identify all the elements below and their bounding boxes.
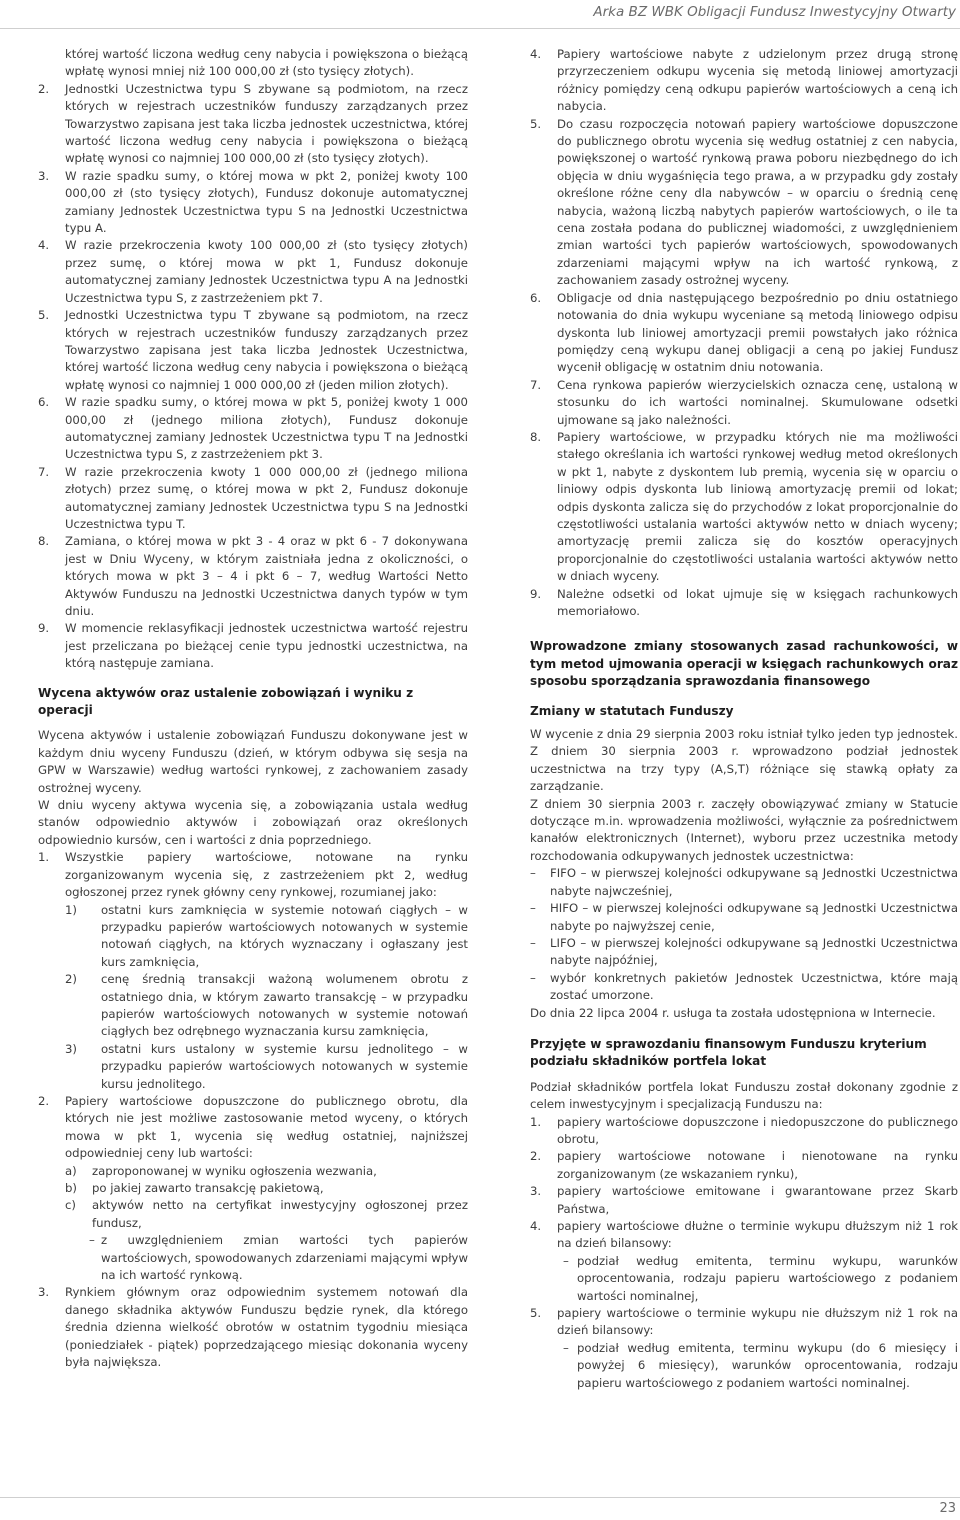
list-item: 3. papiery wartościowe emitowane i gwarantowane przez Skarb Państwa, xyxy=(530,1184,958,1216)
dash-paragraph: – podział według emitenta, terminu wykupu (do 6 miesięcy i powyżej 6 miesięcy), warunków oprocentowania, rodzaju papieru wartościowego z podaniem wartości nominalnej. xyxy=(563,1340,958,1390)
list-item: 2. papiery wartościowe notowane i nienotowane na rynku zorganizowanym (ze wskazaniem rynku), xyxy=(530,1149,958,1181)
list-item: 5. Do czasu rozpoczęcia notowań papiery wartościowe dopuszczone do publicznego obrotu wycenia się według ostatniej z cen nabycia, powiększonej o wartość rynkową prawa poboru niezbędnego do ich objęcia w dniu wygaśnięcia tego prawa, a w przypadku gdy zostały określone różne ceny dla nabywców – w oparciu o średnią cenę nabycia, ważoną liczbą nabytych papierów wartościowych, o ile ta cena została podana do publicznej wiadomości, z uwzględnieniem zmian wartości tych papierów wartościowych, spowodowanych zdarzeniami mającymi wpływ na ich wartość rynkową, z zachowaniem zasady ostrożnej wyceny. xyxy=(530,116,958,288)
list-item: 6. W razie spadku sumy, o której mowa w pkt 5, poniżej kwoty 1 000 000,00 zł (jednego miliona złotych), Fundusz dokonuje automatycznej zamiany Jednostek Uczestnictwa typu T na Jednostki Uczestnictwa typu S, z zastrzeżeniem pkt 3. xyxy=(38,395,468,462)
continuation-paragraph: której wartość liczona według ceny nabycia i powiększona o bieżącą wpłatę wynosi mniej niż 100 000,00 zł (sto tysięcy złotych). xyxy=(65,47,468,79)
criterion-paragraph: Podział składników portfela lokat Funduszu został dokonany zgodnie z celem inwestycyjnym i specjalizacją Funduszu na: xyxy=(530,1079,958,1112)
valuation-paragraph: W dniu wyceny aktywa wycenia się, a zobowiązania ustala według stanów odpowiednio aktywów i zobowiązań oraz określonych odpowiednio kursów, cen i wartości z dnia poprzedniego. xyxy=(38,798,468,847)
changes-heading: Wprowadzone zmiany stosowanych zasad rachunkowości, w tym metod ujmowania operacji w księgach rachunkowych oraz sposobu sporządzania sprawozdania finansowego xyxy=(530,639,958,689)
list-item: 4. W razie przekroczenia kwoty 100 000,00 zł (sto tysięcy złotych) przez sumę, o której mowa w pkt 1, Fundusz dokonuje automatycznej zamiany Jednostek Uczestnictwa typu A na Jednostki Uczestnictwa typu S, z zastrzeżeniem pkt 7. xyxy=(38,238,468,305)
sub-list-item: c) aktywów netto na certyfikat inwestycyjny ogłoszonej przez fundusz, xyxy=(65,1198,468,1230)
list-item: 4. papiery wartościowe dłużne o terminie wykupu dłuższym niż 1 rok na dzień bilansowy: – podział według emitenta, terminu wykupu, warunków oprocentowania, rodzaju papieru wartościowego z podaniem wartości nominalnej, xyxy=(530,1218,958,1305)
dash-paragraph: – z uwzględnieniem zmian wartości tych papierów wartościowych, spowodowanych zdarzeniami mającymi wpływ na ich wartość rynkową. xyxy=(89,1233,468,1283)
list-item: 8. Papiery wartościowe, w przypadku których nie ma możliwości stałego określania ich wartości rynkowej według metod określonych w pkt 1, nabyte z dyskontem lub premią, wycenia się w oparciu o liniowy odpis dyskonta lub liniową amortyzację premii od lokat; odpis dyskonta zalicza się do przychodów z lokat proporcjonalnie do częstotliwości ustalania wartości aktywów netto w dniach wyceny; amortyzację premii zalicza się do kosztów operacyjnych proporcjonalnie do częstotliwości ustalania wartości aktywów netto w dniach wyceny. xyxy=(530,429,958,584)
list-item: 5. papiery wartościowe o terminie wykupu nie dłuższym niż 1 rok na dzień bilansowy: – podział według emitenta, terminu wykupu (do 6 miesięcy i powyżej 6 miesięcy), warunków oprocentowania, rodzaju papieru wartościowego z podaniem wartości nominalnej. xyxy=(530,1305,958,1392)
list-item: 7. Cena rynkowa papierów wierzycielskich oznacza cenę, ustaloną w stosunku do ich wartości nominalnej. Skumulowane odsetki ujmowane są jako należności. xyxy=(530,377,958,427)
list-item: 9. Należne odsetki od lokat ujmuje się w księgach rachunkowych memoriałowo. xyxy=(530,586,958,618)
list-item: – HIFO – w pierwszej kolejności odkupywane są Jednostki Uczestnictwa nabyte po najwyższej cenie, xyxy=(530,901,958,933)
redemption-methods-list xyxy=(530,865,958,1004)
left-column xyxy=(38,46,468,1371)
dash-glyph: – xyxy=(530,970,536,985)
criterion-heading: Przyjęte w sprawozdaniu finansowym Funduszu kryterium podziału składników portfela lokat xyxy=(530,1036,927,1069)
valuation-paragraph: Wycena aktywów i ustalenie zobowiązań Funduszu dokonywane jest w każdym dniu wyceny Funduszu (dzień, w którym odbywa się sesja na GPW w Warszawie) według wartości rynkowej, z zachowaniem zasady ostrożnej wyceny. xyxy=(38,728,468,795)
sub-list xyxy=(65,1163,468,1233)
share-units-list xyxy=(38,81,468,673)
list-item: – wybór konkretnych pakietów Jednostek Uczestnictwa, które mają zostać umorzone. xyxy=(530,970,958,1003)
list-item: 1. Wszystkie papiery wartościowe, notowane na rynku zorganizowanym wycenia się, z zastrzeżeniem pkt 2, według ogłoszonej przez rynek główny ceny rynkowej, rozumianej jako: 1) ostatni kurs zamknięcia w systemie notowań ciągłych – w przypadku papierów wartościowych notowanych w systemie notowań ciągłych, na których wyznaczany i ogłaszany jest kurs zamknięcia, 2) cenę średnią transakcji ważoną wolumenem obrotu z ostatniego dnia, w którym zawarto transakcję – w przypadku papierów wartościowych notowanych w systemie notowań ciągłych bez odrębnego wyznaczania kursu zamknięcia, 3) ostatni kurs ustalony w systemie kursu jednolitego – w przypadku papierów wartościowych notowanych w systemie kursu jednolitego. xyxy=(38,849,468,1093)
dash-glyph: – xyxy=(530,866,536,881)
header-rule xyxy=(0,28,960,29)
list-item: 9. W momencie reklasyfikacji jednostek uczestnictwa wartość rejestru jest przeliczana po bieżącej cenie typu jednostki uczestnictwa, na którą następuje zamiana. xyxy=(38,621,468,671)
list-item: 7. W razie przekroczenia kwoty 1 000 000,00 zł (jednego miliona złotych) przez sumę, o której mowa w pkt 2, Fundusz dokonuje automatycznej zamiany Jednostek Uczestnictwa typu S na Jednostki Uczestnictwa typu T. xyxy=(38,464,468,531)
valuation-list-continued xyxy=(530,46,958,620)
list-item: 1. papiery wartościowe dopuszczone i niedopuszczone do publicznego obrotu, xyxy=(530,1114,958,1146)
list-item: 3. Rynkiem głównym oraz odpowiednim systemem notowań dla danego składnika aktywów Funduszu będzie rynek, dla którego średnia dzienna wielkość obrotów w ostatnim tygodniu miesiąca (poniedziałek - piątek) poprzedzającego miesiąc dokonania wyceny była największa. xyxy=(38,1285,468,1370)
statute-paragraph: Do dnia 22 lipca 2004 r. usługa ta została udostępniona w Internecie. xyxy=(530,1005,936,1020)
statute-heading: Zmiany w statutach Funduszy xyxy=(530,703,734,718)
statute-paragraph: W wycenie z dnia 29 sierpnia 2003 roku istniał tylko jeden typ jednostek. Z dniem 30 sierpnia 2003 r. wprowadzono podział jednostek uczestnictwa na trzy typy (A,S,T) różniące się stawką opłaty za zarządzanie. xyxy=(530,727,958,794)
list-item: 4. Papiery wartościowe nabyte z udzielonym przez drugą stronę przyrzeczeniem odkupu wycenia się metodą liniowej amortyzacji różnicy pomiędzy ceną odkupu papierów wartościowych a ceną ich nabycia. xyxy=(530,47,958,114)
valuation-list xyxy=(38,849,468,1371)
list-item: 2. Jednostki Uczestnictwa typu S zbywane są podmiotom, na rzecz których w rejestrach uczestników funduszy zarządzanych przez Towarzystwo zapisana jest taka liczba jednostek uczestnictwa, której wartość liczona według ceny nabycia i powiększona o bieżącą wpłatę wynosi co najmniej 100 000,00 zł (sto tysięcy złotych). xyxy=(38,81,468,166)
list-item: 5. Jednostki Uczestnictwa typu T zbywane są podmiotom, na rzecz których w rejestrach uczestników funduszy zarządzanych przez Towarzystwo zapisana jest taka liczba Jednostek Uczestnictwa, której wartość liczona według ceny nabycia i powiększona o bieżącą wpłatę wynosi co najmniej 1 000 000,00 zł (jeden milion złotych). xyxy=(38,308,468,392)
valuation-heading: Wycena aktywów oraz ustalenie zobowiązań i wyniku z operacji xyxy=(38,685,414,718)
page-number: 23 xyxy=(939,1501,956,1516)
dash-glyph: – xyxy=(530,901,536,916)
list-item: – LIFO – w pierwszej kolejności odkupywane są Jednostki Uczestnictwa nabyte najpóźniej, xyxy=(530,935,958,968)
footer-rule xyxy=(0,1497,960,1498)
right-column xyxy=(530,46,958,1392)
sub-list-item: b) po jakiej zawarto transakcję pakietową, xyxy=(65,1181,324,1195)
list-item: – FIFO – w pierwszej kolejności odkupywane są Jednostki Uczestnictwa nabyte najwcześniej, xyxy=(530,866,958,898)
sub-list xyxy=(65,902,468,1093)
statute-paragraph: Z dniem 30 sierpnia 2003 r. zaczęły obowiązywać zmiany w Statucie dotyczące m.in. wprowadzenia możliwości, wyłącznie za pośrednictwem kanałów elektronicznych (Internet), wyboru przez uczestnika metody rozchodowania odkupywanych jednostek uczestnictwa: xyxy=(530,796,958,863)
list-item: 3. W razie spadku sumy, o której mowa w pkt 2, poniżej kwoty 100 000,00 zł (sto tysięcy złotych), Fundusz dokonuje automatycznej zamiany Jednostek Uczestnictwa typu S na Jednostki Uczestnictwa typu A. xyxy=(38,168,468,236)
portfolio-criteria-list xyxy=(530,1114,958,1393)
list-item: 8. Zamiana, o której mowa w pkt 3 - 4 oraz w pkt 6 - 7 dokonywana jest w Dniu Wyceny, w którym zaistniała jedna z okoliczności, o których mowa w pkt 3 – 4 i pkt 6 – 7, według Wartości Netto Aktywów Funduszu na Jednostki Uczestnictwa danych typów w tym dniu. xyxy=(38,534,468,618)
sub-list-item: 1) ostatni kurs zamknięcia w systemie notowań ciągłych – w przypadku papierów wartościowych notowanych w systemie notowań ciągłych, na których wyznaczany i ogłaszany jest kurs zamknięcia, xyxy=(65,902,468,969)
list-item: 2. Papiery wartościowe dopuszczone do publicznego obrotu, dla których nie jest możliwe zastosowanie metod wyceny, o których mowa w pkt 1, wycenia się według ostatniej, najniższej odpowiedniej ceny lub wartości: a) zaproponowanej w wyniku ogłoszenia wezwania, b) po jakiej zawarto transakcję pakietową, c) aktywów netto na certyfikat inwestycyjny ogłoszonej przez fundusz, – z uwzględnieniem zmian wartości tych papierów wartościowych, spowodowanych zdarzeniami mającymi wpływ na ich wartość rynkową. xyxy=(38,1093,468,1284)
dash-paragraph: – podział według emitenta, terminu wykupu, warunków oprocentowania, rodzaju papieru wartościowego z podaniem wartości nominalnej, xyxy=(563,1253,958,1303)
running-header: Arka BZ WBK Obligacji Fundusz Inwestycyjny Otwarty xyxy=(593,4,956,20)
sub-list-item: a) zaproponowanej w wyniku ogłoszenia wezwania, xyxy=(65,1163,377,1178)
dash-glyph: – xyxy=(530,935,536,950)
dash-glyph: – xyxy=(563,1340,569,1355)
dash-glyph: – xyxy=(89,1233,95,1248)
sub-list-item: 2) cenę średnią transakcji ważoną wolumenem obrotu z ostatniego dnia, w którym zawarto transakcję – w przypadku papierów wartościowych notowanych w systemie notowań ciągłych bez odrębnego wyznaczania kursu zamknięcia, xyxy=(65,972,468,1039)
list-item: 6. Obligacje od dnia następującego bezpośrednio po dniu ostatniego notowania do dnia wykupu wyceniane są metodą liniowego odpisu dyskonta lub liniowej amortyzacji premii powstałych jako różnica pomiędzy ceną wykupu danej obligacji a ceną po jakiej Fundusz wycenił obligację w ostatnim dniu notowania. xyxy=(530,290,958,375)
sub-list-item: 3) ostatni kurs ustalony w systemie kursu jednolitego – w przypadku papierów wartościowych notowanych w systemie kursu jednolitego. xyxy=(65,1041,468,1091)
dash-glyph: – xyxy=(563,1253,569,1268)
